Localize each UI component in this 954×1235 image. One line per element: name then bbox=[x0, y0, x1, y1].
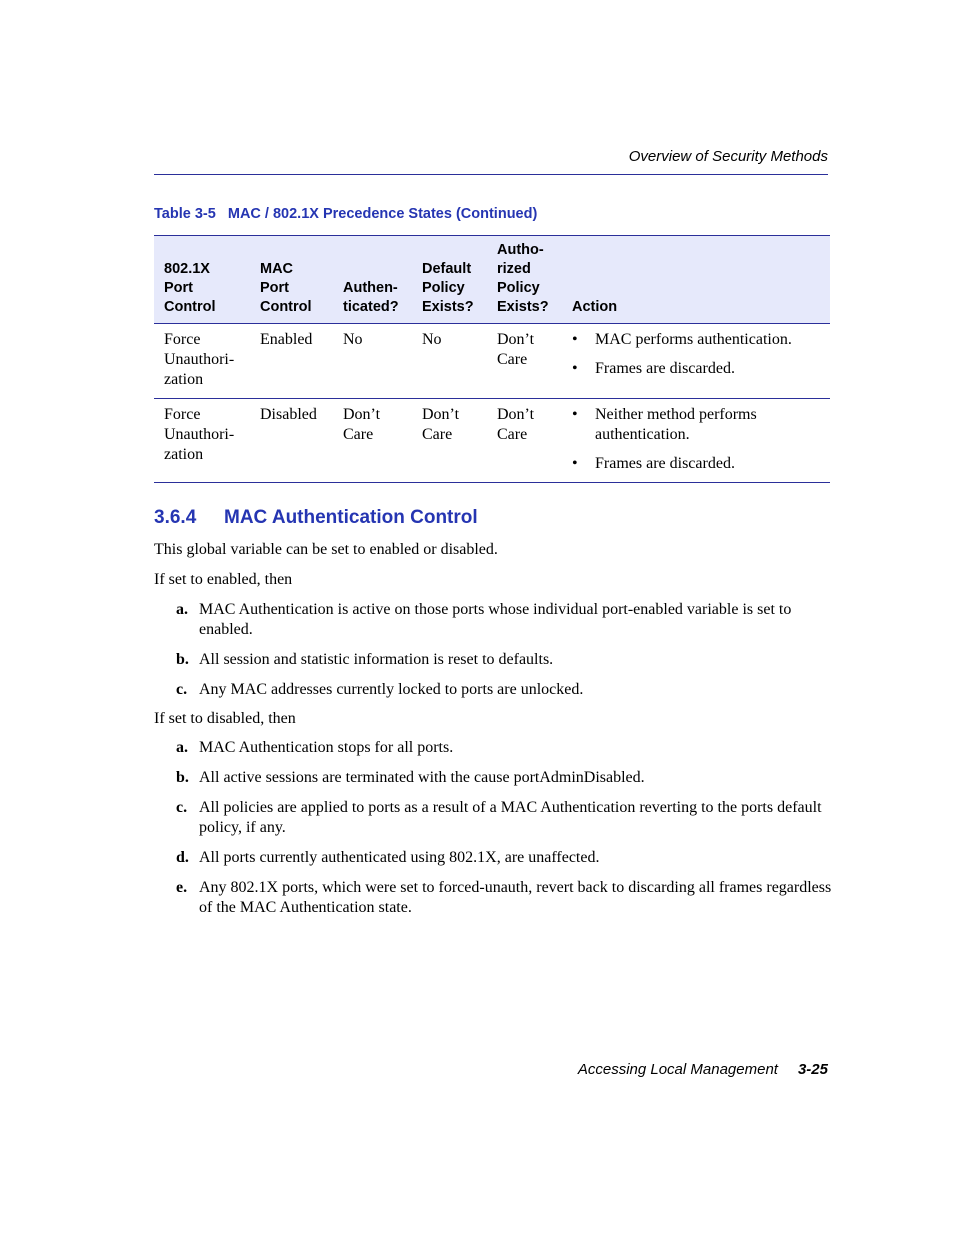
table-cell: Don’t Care bbox=[497, 331, 535, 368]
table-cell: Force Unauthori- zation bbox=[164, 331, 235, 388]
table-cell: Disabled bbox=[260, 406, 317, 423]
column-header: Authen- ticated? bbox=[333, 236, 412, 324]
list-item: d. All ports currently authenticated using 802.1X, are unaffected. bbox=[176, 849, 600, 866]
header-rule bbox=[154, 174, 828, 175]
section-number: 3.6.4 bbox=[154, 507, 197, 528]
section-title: MAC Authentication Control bbox=[224, 507, 478, 528]
table-cell: Don’t Care bbox=[422, 406, 460, 443]
table-cell: No bbox=[343, 331, 363, 348]
disabled-lead: If set to disabled, then bbox=[154, 710, 296, 727]
table-cell: Enabled bbox=[260, 331, 313, 348]
page-number: 3-25 bbox=[797, 1061, 828, 1078]
table-row bbox=[154, 324, 830, 399]
action-list bbox=[572, 330, 826, 379]
enabled-lead: If set to enabled, then bbox=[154, 571, 293, 588]
table-caption-title: MAC / 802.1X Precedence States (Continued) bbox=[227, 206, 538, 222]
precedence-table bbox=[154, 235, 830, 483]
disabled-list bbox=[176, 738, 832, 928]
action-item: • Frames are discarded. bbox=[572, 455, 735, 472]
enabled-list bbox=[176, 600, 832, 710]
list-item: c. Any MAC addresses currently locked to ports are unlocked. bbox=[176, 681, 584, 698]
table-row bbox=[154, 399, 830, 483]
footer-title: Accessing Local Management bbox=[577, 1061, 778, 1078]
action-list bbox=[572, 405, 826, 474]
list-item: c. All policies are applied to ports as a result of a MAC Authentication reverting to the ports default policy, if any. bbox=[176, 799, 822, 836]
running-header: Overview of Security Methods bbox=[628, 148, 828, 165]
list-item: b. All session and statistic information is reset to defaults. bbox=[176, 651, 554, 668]
column-header: Default Policy Exists? bbox=[412, 236, 487, 324]
column-header: 802.1X Port Control bbox=[154, 236, 250, 324]
page-footer bbox=[578, 1061, 828, 1078]
bullet-icon: • bbox=[572, 331, 578, 348]
table-caption-number: Table 3-5 bbox=[154, 206, 216, 222]
bullet-icon: • bbox=[572, 406, 578, 423]
intro-paragraph: This global variable can be set to enabled or disabled. bbox=[154, 541, 498, 558]
column-header: Autho- rized Policy Exists? bbox=[487, 236, 562, 324]
bullet-icon: • bbox=[572, 360, 578, 377]
list-item: a. MAC Authentication stops for all ports. bbox=[176, 739, 454, 756]
list-item: b. All active sessions are terminated with the cause portAdminDisabled. bbox=[176, 769, 645, 786]
list-item: e. Any 802.1X ports, which were set to forced-unauth, revert back to discarding all frames regardless of the MAC Authentication state. bbox=[176, 879, 832, 916]
table-cell: Force Unauthori- zation bbox=[164, 406, 235, 463]
action-item: • MAC performs authentication. bbox=[572, 331, 792, 348]
column-header: MAC Port Control bbox=[250, 236, 333, 324]
table-cell bbox=[562, 399, 830, 483]
table-cell bbox=[562, 324, 830, 399]
table-caption bbox=[154, 206, 537, 222]
column-header: Action bbox=[562, 236, 830, 324]
list-item: a. MAC Authentication is active on those ports whose individual port-enabled variable is set to enabled. bbox=[176, 601, 792, 638]
section-heading bbox=[154, 507, 478, 529]
table-cell: No bbox=[422, 331, 442, 348]
bullet-icon: • bbox=[572, 455, 578, 472]
action-item: • Neither method performs authentication. bbox=[572, 406, 757, 443]
table-cell: Don’t Care bbox=[343, 406, 381, 443]
action-item: • Frames are discarded. bbox=[572, 360, 735, 377]
table-cell: Don’t Care bbox=[497, 406, 535, 443]
table-header-row bbox=[154, 236, 830, 324]
